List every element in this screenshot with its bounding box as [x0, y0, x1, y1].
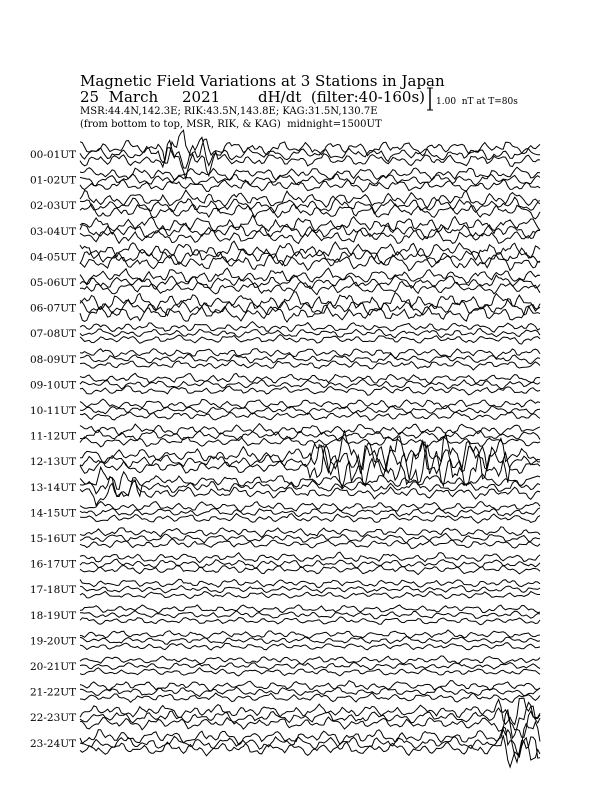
trace-rik-17-18ut [80, 586, 540, 593]
hour-label: 06-07UT [30, 302, 77, 315]
hour-label: 13-14UT [30, 481, 77, 494]
trace-kag-16-17ut [80, 552, 540, 563]
hour-labels [30, 149, 76, 750]
trace-kag-15-16ut [80, 527, 540, 538]
hour-label: 18-19UT [30, 609, 77, 622]
quantity-label: dH/dt (filter:40-160s) [258, 88, 426, 106]
trace-kag-08-09ut [80, 349, 540, 359]
trace-msr-03-04ut [80, 230, 540, 244]
hour-label: 15-16UT [30, 533, 77, 545]
trace-msr-19-20ut [80, 643, 540, 650]
trace-rik-04-05ut [80, 248, 540, 265]
hour-label: 09-10UT [30, 379, 77, 392]
trace-kag-17-18ut [80, 579, 540, 587]
trace-kag-20-21ut [80, 656, 540, 664]
trace-msr-20-21ut [80, 668, 540, 676]
trace-rik-10-11ut [80, 406, 540, 415]
trace-rik-07-08ut [80, 328, 540, 337]
trace-kag-21-22ut [80, 681, 540, 691]
hour-label: 08-09UT [30, 353, 77, 366]
order-label: (from bottom to top, MSR, RIK, & KAG) midnight=1500UT [80, 119, 382, 130]
hour-label: 12-13UT [30, 456, 77, 469]
trace-kag-09-10ut [80, 373, 540, 383]
trace-rik-11-12ut [80, 430, 540, 441]
hour-label: 22-23UT [30, 712, 77, 725]
hour-label: 11-12UT [30, 430, 77, 443]
trace-kag-19-20ut [80, 630, 540, 639]
trace-msr-02-03ut [80, 204, 540, 219]
trace-msr-04-05ut [80, 255, 540, 271]
hour-label: 07-08UT [30, 328, 77, 341]
hour-label: 14-15UT [30, 507, 77, 520]
hour-label: 19-20UT [30, 635, 77, 648]
hour-label: 17-18UT [30, 584, 77, 597]
trace-msr-23-24ut [80, 735, 540, 767]
hour-label: 21-22UT [30, 686, 77, 699]
trace-msr-17-18ut [80, 591, 540, 598]
trace-msr-15-16ut [80, 539, 540, 549]
hour-label: 10-11UT [30, 405, 77, 417]
trace-msr-07-08ut [80, 335, 540, 345]
hour-label: 05-06UT [30, 277, 77, 289]
chart-title: Magnetic Field Variations at 3 Stations in Japan [80, 72, 445, 90]
hour-label: 02-03UT [30, 200, 77, 213]
hour-label: 16-17UT [30, 558, 77, 571]
trace-msr-13-14ut [80, 481, 540, 505]
hour-label: 00-01UT [30, 149, 77, 161]
trace-rik-03-04ut [80, 223, 540, 238]
trace-rik-08-09ut [80, 354, 540, 364]
trace-kag-23-24ut [80, 722, 540, 756]
scale-label: 1.00 nT at T=80s [436, 97, 518, 107]
trace-rik-01-02ut [80, 174, 540, 186]
stations-label: MSR:44.4N,142.3E; RIK:43.5N,143.8E; KAG:31.5N,130.7E [80, 106, 378, 117]
trace-rik-09-10ut [80, 380, 540, 389]
traces [80, 130, 540, 767]
trace-rik-20-21ut [80, 662, 540, 669]
trace-msr-14-15ut [80, 514, 540, 524]
trace-msr-09-10ut [80, 386, 540, 395]
trace-rik-02-03ut [80, 197, 540, 214]
trace-kag-18-19ut [80, 605, 540, 614]
trace-msr-18-19ut [80, 617, 540, 625]
trace-rik-15-16ut [80, 533, 540, 543]
scale-bar [427, 88, 518, 110]
trace-kag-10-11ut [80, 399, 540, 408]
date-label: 25 March 2021 [80, 88, 221, 106]
trace-msr-11-12ut [80, 436, 540, 447]
trace-kag-04-05ut [80, 241, 540, 260]
trace-msr-01-02ut [80, 180, 540, 192]
trace-kag-03-04ut [80, 215, 540, 234]
hour-label: 03-04UT [30, 225, 77, 238]
hour-label: 23-24UT [30, 737, 77, 750]
trace-rik-14-15ut [80, 508, 540, 517]
hour-label: 20-21UT [30, 661, 77, 673]
hour-label: 01-02UT [30, 174, 77, 187]
trace-msr-22-23ut [80, 710, 540, 737]
trace-msr-08-09ut [80, 360, 540, 370]
trace-rik-18-19ut [80, 611, 540, 619]
trace-msr-16-17ut [80, 565, 540, 574]
trace-kag-07-08ut [80, 322, 540, 333]
hour-label: 04-05UT [30, 251, 77, 264]
